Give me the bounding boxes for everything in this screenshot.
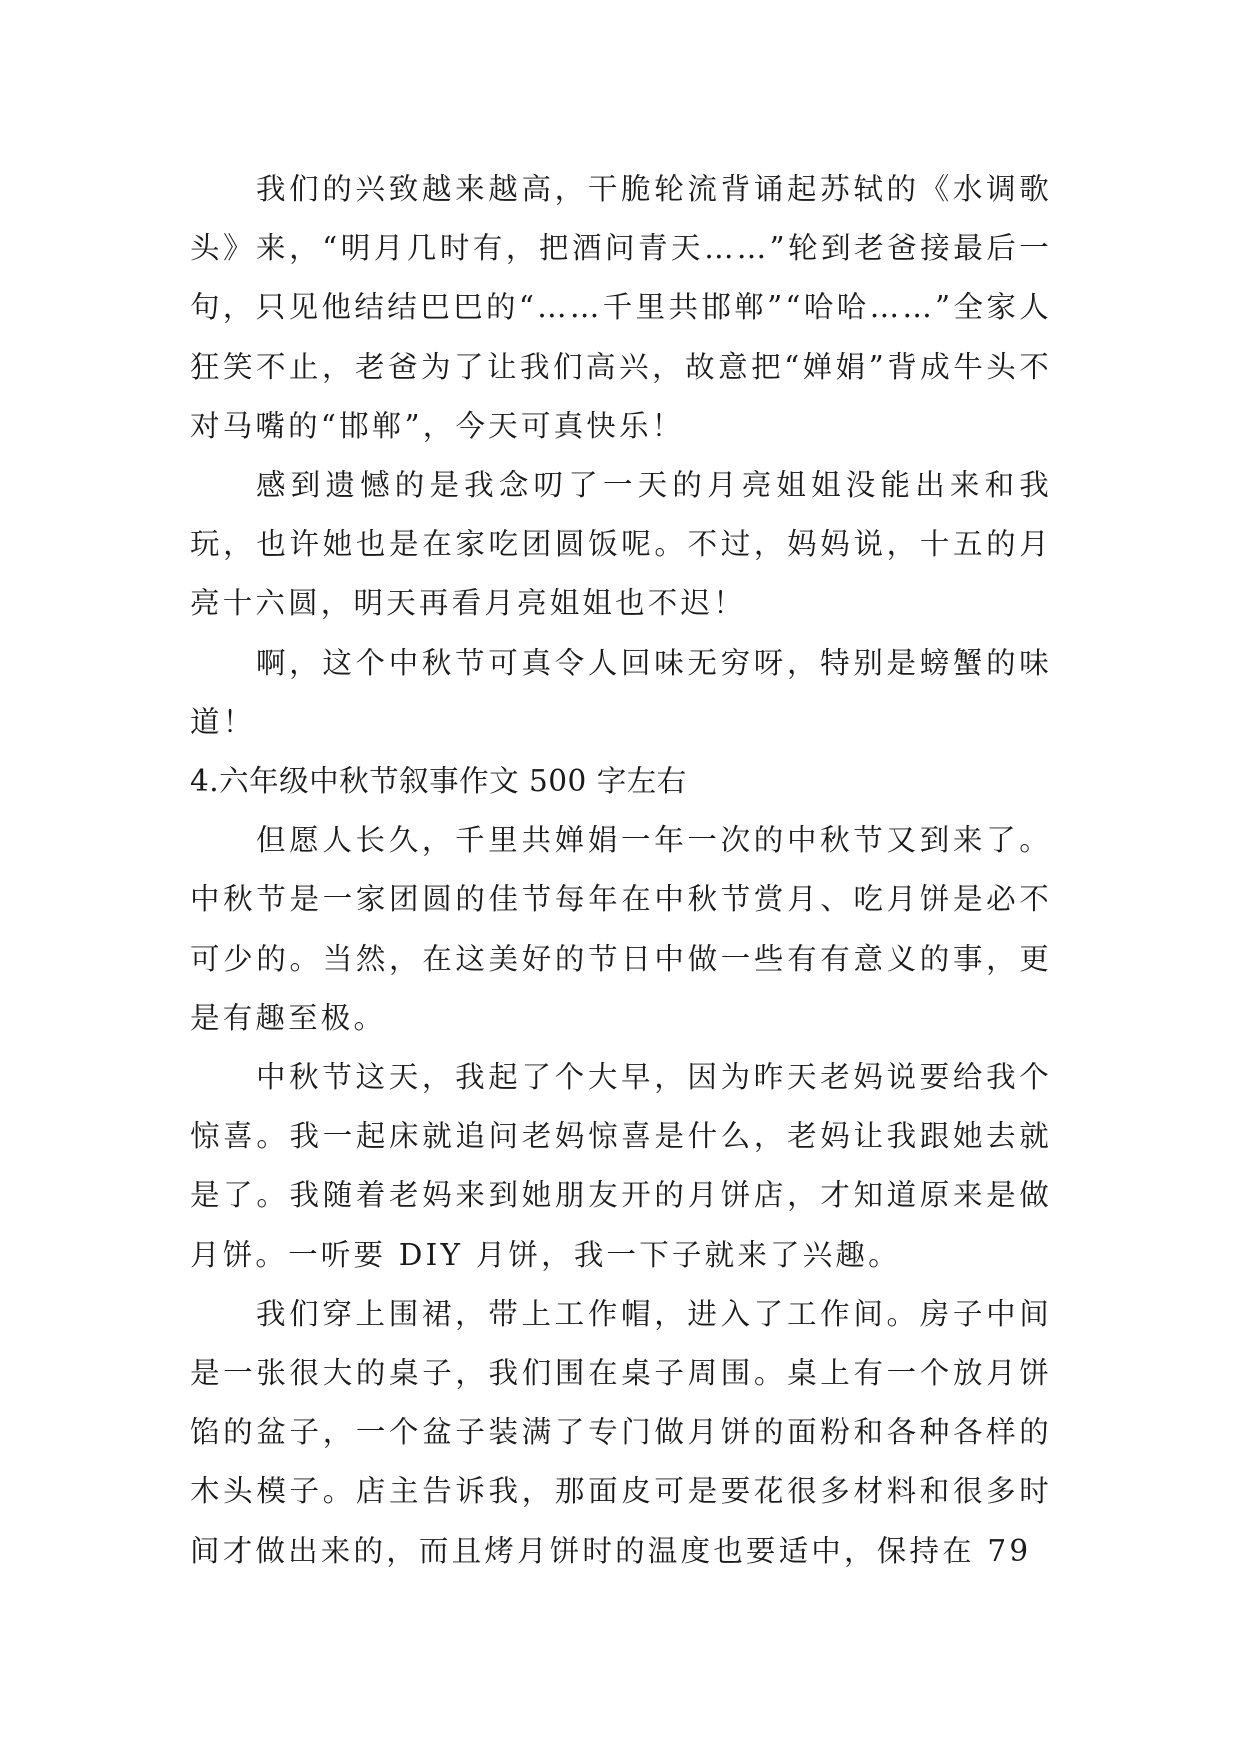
paragraph-4: 但愿人长久，千里共婵娟一年一次的中秋节又到来了。中秋节是一家团圆的佳节每年在中秋节赏月、吃月饼是必不可少的。当然，在这美好的节日中做一些有有意义的事，更是有趣至极。 xyxy=(190,823,1052,1035)
paragraph-3: 啊，这个中秋节可真令人回味无穷呀，特别是螃蟹的味道！ xyxy=(190,645,1052,739)
paragraph-6: 我们穿上围裙，带上工作帽，进入了工作间。房子中间是一张很大的桌子，我们围在桌子周围。桌上有一个放月饼馅的盆子，一个盆子装满了专门做月饼的面粉和各种各样的木头模子。店主告诉我，那面皮可是要花很多材料和很多时间才做出来的，而且烤月饼时的温度也要适中，保持在 79 xyxy=(190,1296,1052,1568)
paragraph-1: 我们的兴致越来越高，干脆轮流背诵起苏轼的《水调歌头》来，“明月几时有，把酒问青天……”轮到老爸接最后一句，只见他结结巴巴的“……千里共邯郸”“哈哈……”全家人狂笑不止，老爸为了让我们高兴，故意把“婵娟”背成牛头不对马嘴的“邯郸”，今天可真快乐！ xyxy=(190,172,1052,443)
document-body xyxy=(190,160,1052,1581)
section-heading: 4.六年级中秋节叙事作文 500 字左右 xyxy=(190,764,687,799)
paragraph-2: 感到遗憾的是我念叨了一天的月亮姐姐没能出来和我玩，也许她也是在家吃团圆饭呢。不过，妈妈说，十五的月亮十六圆，明天再看月亮姐姐也不迟！ xyxy=(190,468,1052,621)
paragraph-5: 中秋节这天，我起了个大早，因为昨天老妈说要给我个惊喜。我一起床就追问老妈惊喜是什么，老妈让我跟她去就是了。我随着老妈来到她朋友开的月饼店，才知道原来是做月饼。一听要 DIY 月饼，我一下子就来了兴趣。 xyxy=(190,1060,1052,1272)
